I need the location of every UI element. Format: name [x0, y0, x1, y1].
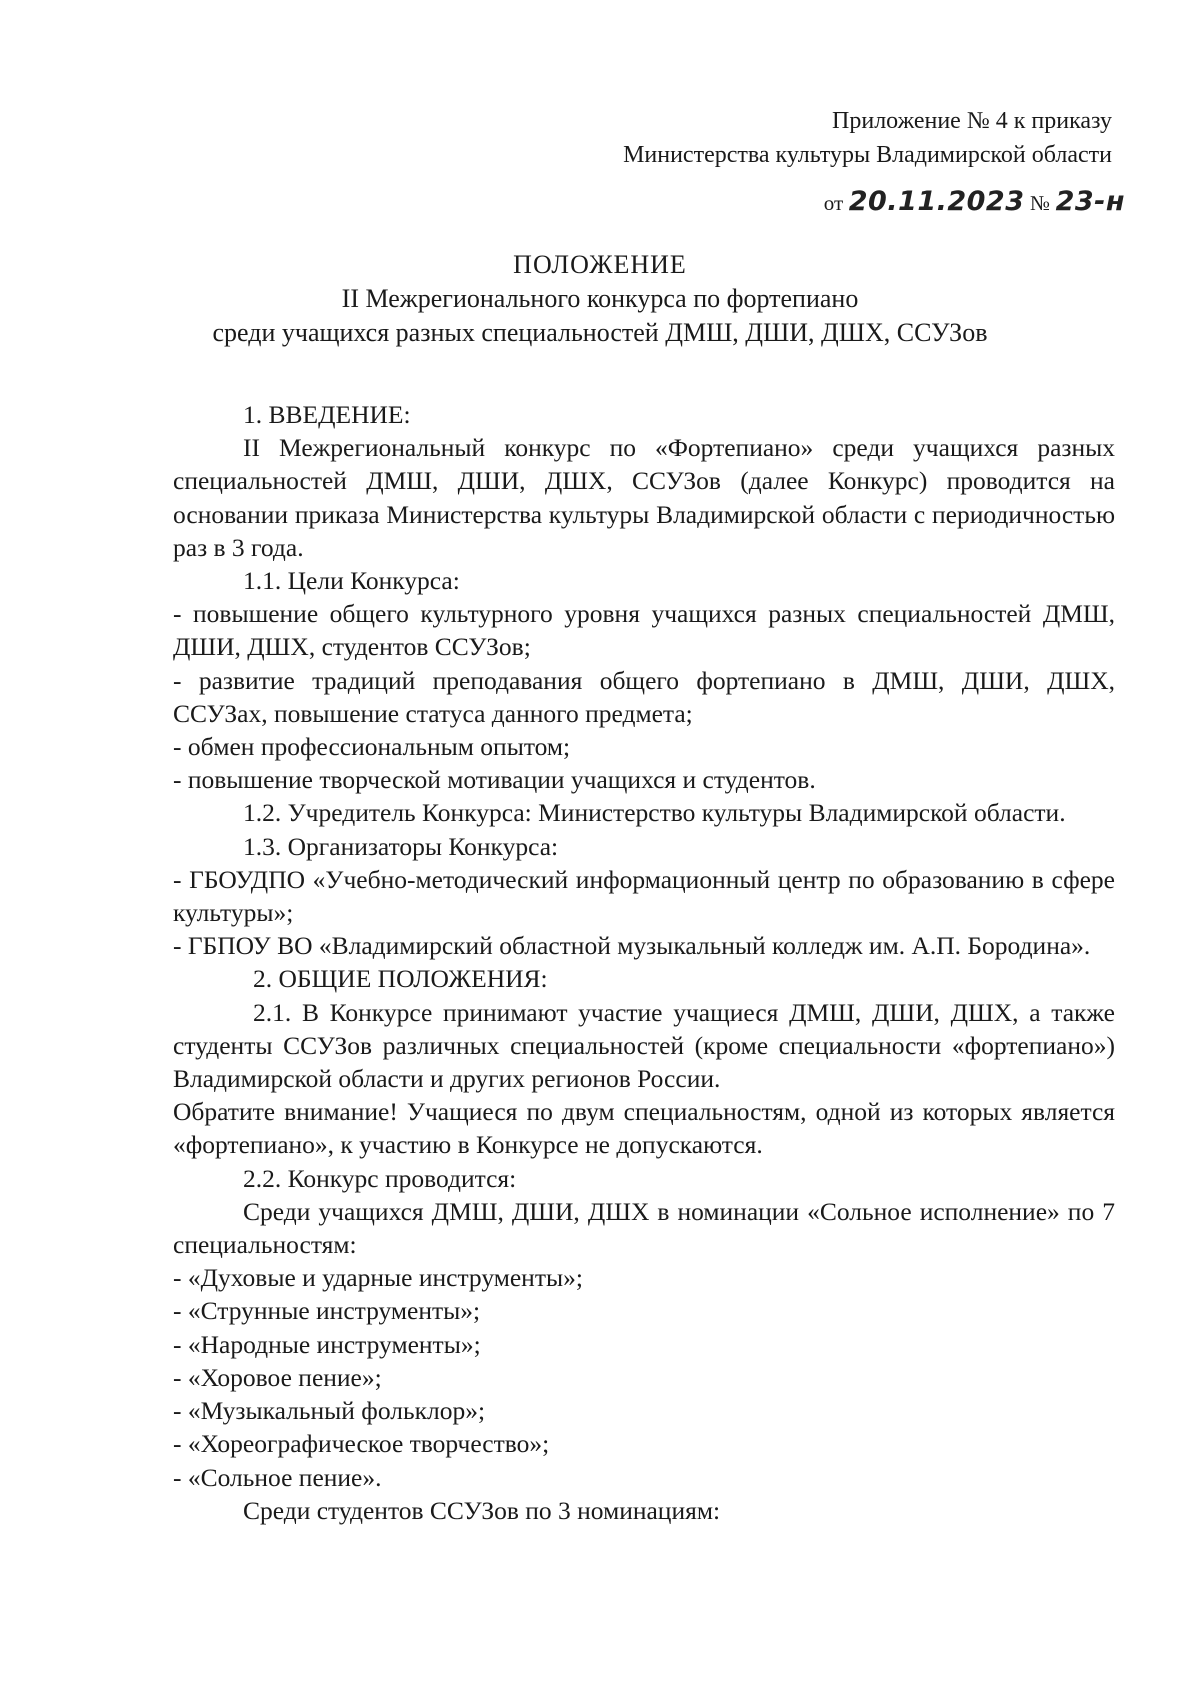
order-reference — [824, 186, 1125, 217]
specialty-item-4: - «Хоровое пение»; — [173, 1362, 382, 1392]
goal-item-2: - развитие традиций преподавания общего фортепиано в ДМШ, ДШИ, ДШХ, ССУЗах, повышение статуса данного предмета; — [173, 665, 1115, 728]
held-paragraph: Среди учащихся ДМШ, ДШИ, ДШХ в номинации «Сольное исполнение» по 7 специальностям: — [173, 1196, 1115, 1260]
document-title — [0, 248, 1200, 350]
goals-heading: 1.1. Цели Конкурса: — [243, 566, 460, 596]
goal-item-4: - повышение творческой мотивации учащихся и студентов. — [173, 765, 816, 795]
specialty-item-1: - «Духовые и ударные инструменты»; — [173, 1263, 583, 1293]
general-paragraph: 2.1. В Конкурсе принимают участие учащиеся ДМШ, ДШИ, ДШХ, а также студенты ССУЗов различных специальностей (кроме специальности «фортепиано») Владимирской области и других регионов России. — [173, 997, 1115, 1094]
organizers-heading: 1.3. Организаторы Конкурса: — [243, 831, 559, 861]
appendix-line-1: Приложение № 4 к приказу — [832, 108, 1112, 134]
title-line-3: среди учащихся разных специальностей ДМШ, ДШИ, ДШХ, ССУЗов — [212, 318, 988, 347]
notice-paragraph: Обратите внимание! Учащиеся по двум специальностям, одной из которых является «фортепиано», к участию в Конкурсе не допускаются. — [173, 1097, 1115, 1160]
section-intro-heading: 1. ВВЕДЕНИЕ: — [243, 400, 411, 429]
order-number-sign: № — [1030, 191, 1051, 215]
founder-paragraph: 1.2. Учредитель Конкурса: Министерство культуры Владимирской области. — [243, 798, 1066, 828]
title-main: ПОЛОЖЕНИЕ — [513, 250, 687, 279]
organizer-item-2: - ГБПОУ ВО «Владимирский областной музыкальный колледж им. А.П. Бородина». — [173, 931, 1091, 961]
order-prefix: от — [823, 191, 844, 215]
order-date: 20.11.2023 — [848, 186, 1025, 217]
document-body — [173, 398, 1115, 1527]
appendix-header — [623, 104, 1112, 172]
held-heading: 2.2. Конкурс проводится: — [243, 1163, 517, 1193]
section-general-heading: 2. ОБЩИЕ ПОЛОЖЕНИЯ: — [253, 964, 548, 994]
goal-item-1: - повышение общего культурного уровня учащихся разных специальностей ДМШ, ДШИ, ДШХ, студентов ССУЗов; — [173, 599, 1115, 662]
appendix-line-2: Министерства культуры Владимирской области — [623, 142, 1112, 168]
organizer-item-1: - ГБОУДПО «Учебно-методический информационный центр по образованию в сфере культуры»; — [173, 864, 1115, 928]
order-number: 23-н — [1055, 186, 1125, 217]
intro-paragraph: II Межрегиональный конкурс по «Фортепиано» среди учащихся разных специальностей ДМШ, ДШИ, ДШХ, ССУЗов (далее Конкурс) проводится на основании приказа Министерства культуры Владимирской области с периодичностью раз в 3 года. — [173, 433, 1115, 562]
specialty-item-7: - «Сольное пение». — [173, 1462, 382, 1492]
specialty-item-6: - «Хореографическое творчество»; — [173, 1429, 550, 1459]
specialty-item-2: - «Струнные инструменты»; — [173, 1296, 481, 1326]
goal-item-3: - обмен профессиональным опытом; — [173, 732, 571, 762]
title-line-2: II Межрегионального конкурса по фортепиано — [341, 284, 859, 313]
specialty-item-3: - «Народные инструменты»; — [173, 1329, 481, 1359]
students-line: Среди студентов ССУЗов по 3 номинациям: — [243, 1495, 721, 1525]
specialty-item-5: - «Музыкальный фольклор»; — [173, 1396, 486, 1426]
